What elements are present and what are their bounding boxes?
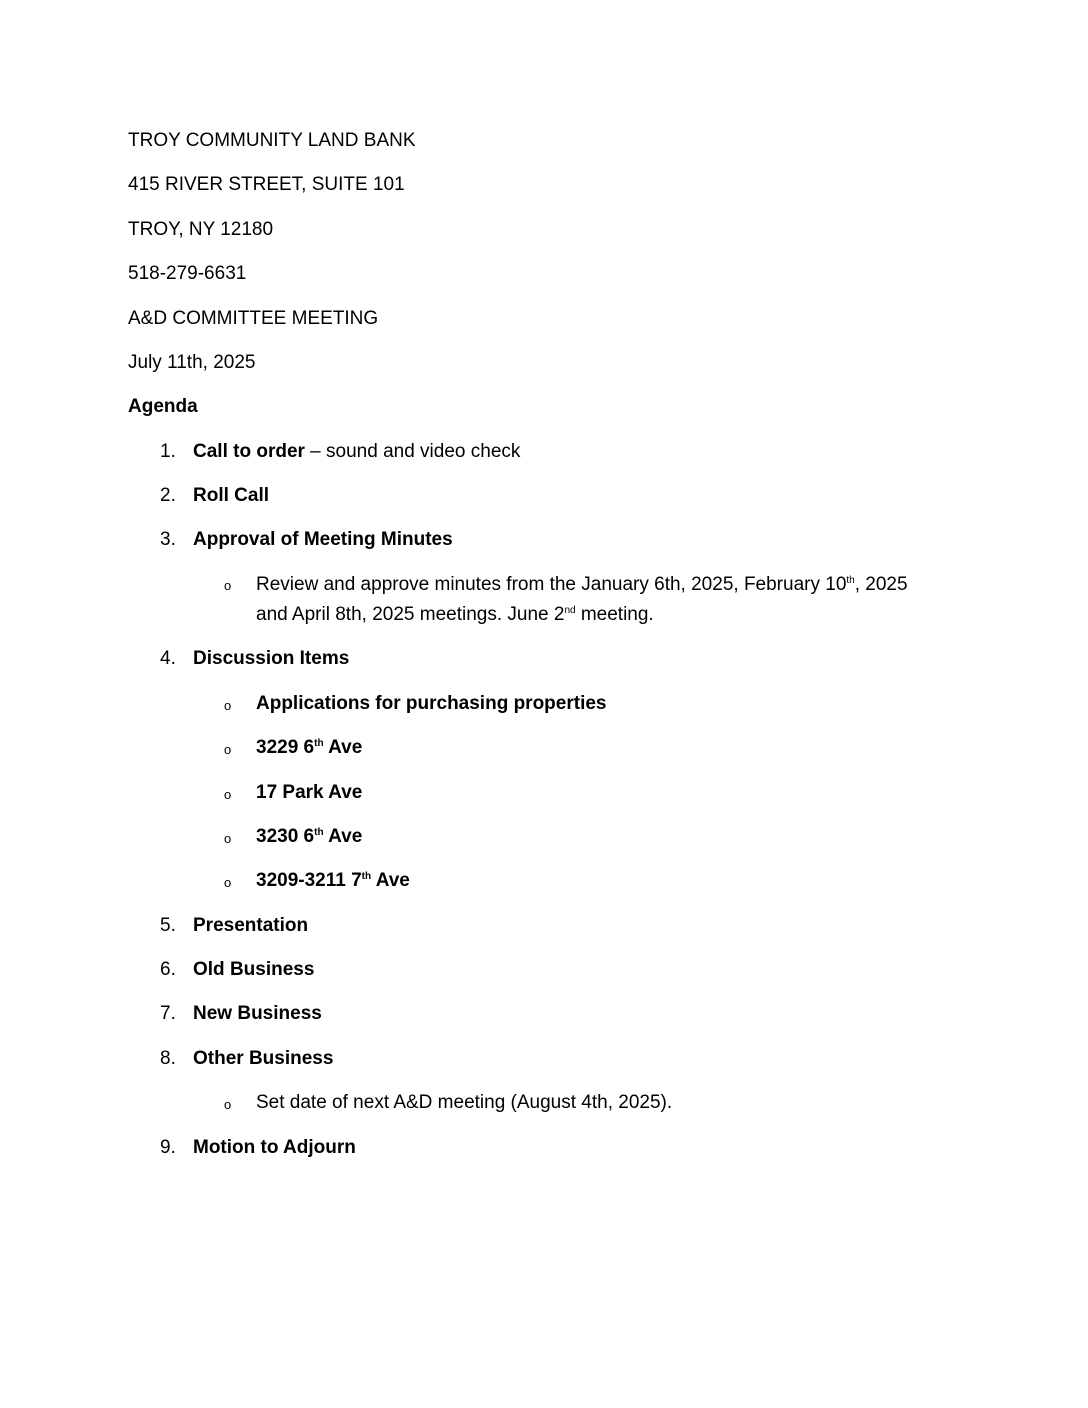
next-meeting-note: Set date of next A&D meeting (August 4th, 2025).: [256, 1092, 673, 1113]
bullet-icon: o: [224, 698, 232, 713]
superscript: th: [314, 738, 324, 749]
agenda-item-number: 2.: [160, 485, 176, 506]
property-3209-3211-7th-ave: [256, 866, 410, 896]
address-line-1: 415 RIVER STREET, SUITE 101: [128, 174, 405, 195]
property-3229-6th-ave: [256, 733, 362, 763]
agenda-item-number: 9.: [160, 1137, 176, 1158]
agenda-item-old-business: Old Business: [193, 959, 315, 980]
agenda-item-number: 8.: [160, 1048, 176, 1069]
meeting-date: July 11th, 2025: [128, 352, 256, 373]
agenda-item-new-business: New Business: [193, 1003, 322, 1024]
superscript: th: [846, 575, 855, 586]
superscript: th: [361, 871, 372, 882]
text-run: and April 8th, 2025 meetings. June 2: [256, 604, 565, 625]
agenda-item-title: Call to order: [193, 441, 305, 462]
meeting-title: A&D COMMITTEE MEETING: [128, 308, 379, 329]
superscript: th: [314, 827, 324, 838]
agenda-item-number: 5.: [160, 915, 176, 936]
discussion-applications: Applications for purchasing properties: [256, 693, 607, 714]
org-name: TROY COMMUNITY LAND BANK: [128, 130, 416, 151]
property-3230-6th-ave: [256, 822, 362, 852]
property-17-park-ave: 17 Park Ave: [256, 782, 363, 803]
agenda-item-other-business: Other Business: [193, 1048, 334, 1069]
text-run: , 2025: [854, 574, 908, 595]
bullet-icon: o: [224, 787, 232, 802]
text-run: Ave: [371, 870, 410, 891]
agenda-item-call-to-order: [193, 440, 520, 464]
agenda-item-discussion: Discussion Items: [193, 648, 350, 669]
agenda-heading: Agenda: [128, 396, 198, 417]
text-run: 3229 6: [256, 737, 315, 758]
agenda-item-number: 3.: [160, 529, 176, 550]
bullet-icon: o: [224, 875, 232, 890]
agenda-item-number: 1.: [160, 441, 176, 462]
text-run: 3209-3211 7: [256, 870, 362, 891]
bullet-icon: o: [224, 742, 232, 757]
agenda-item-number: 4.: [160, 648, 176, 669]
text-run: Review and approve minutes from the January 6th, 2025, February 10: [256, 574, 847, 595]
minutes-review-line-2: [256, 600, 654, 630]
phone-number: 518-279-6631: [128, 263, 247, 284]
agenda-item-presentation: Presentation: [193, 915, 309, 936]
text-run: 3230 6: [256, 826, 315, 847]
text-run: Ave: [323, 826, 363, 847]
superscript: nd: [564, 605, 576, 616]
address-line-2: TROY, NY 12180: [128, 219, 274, 240]
agenda-item-roll-call: Roll Call: [193, 485, 270, 506]
bullet-icon: o: [224, 578, 232, 593]
bullet-icon: o: [224, 1097, 232, 1112]
text-run: Ave: [323, 737, 363, 758]
agenda-item-motion-adjourn: Motion to Adjourn: [193, 1137, 356, 1158]
bullet-icon: o: [224, 831, 232, 846]
text-run: meeting.: [575, 604, 654, 625]
agenda-item-number: 7.: [160, 1003, 176, 1024]
agenda-item-suffix: – sound and video check: [304, 441, 521, 462]
minutes-review-line-1: [256, 570, 908, 600]
agenda-item-approval-minutes: Approval of Meeting Minutes: [193, 529, 453, 550]
agenda-item-number: 6.: [160, 959, 176, 980]
